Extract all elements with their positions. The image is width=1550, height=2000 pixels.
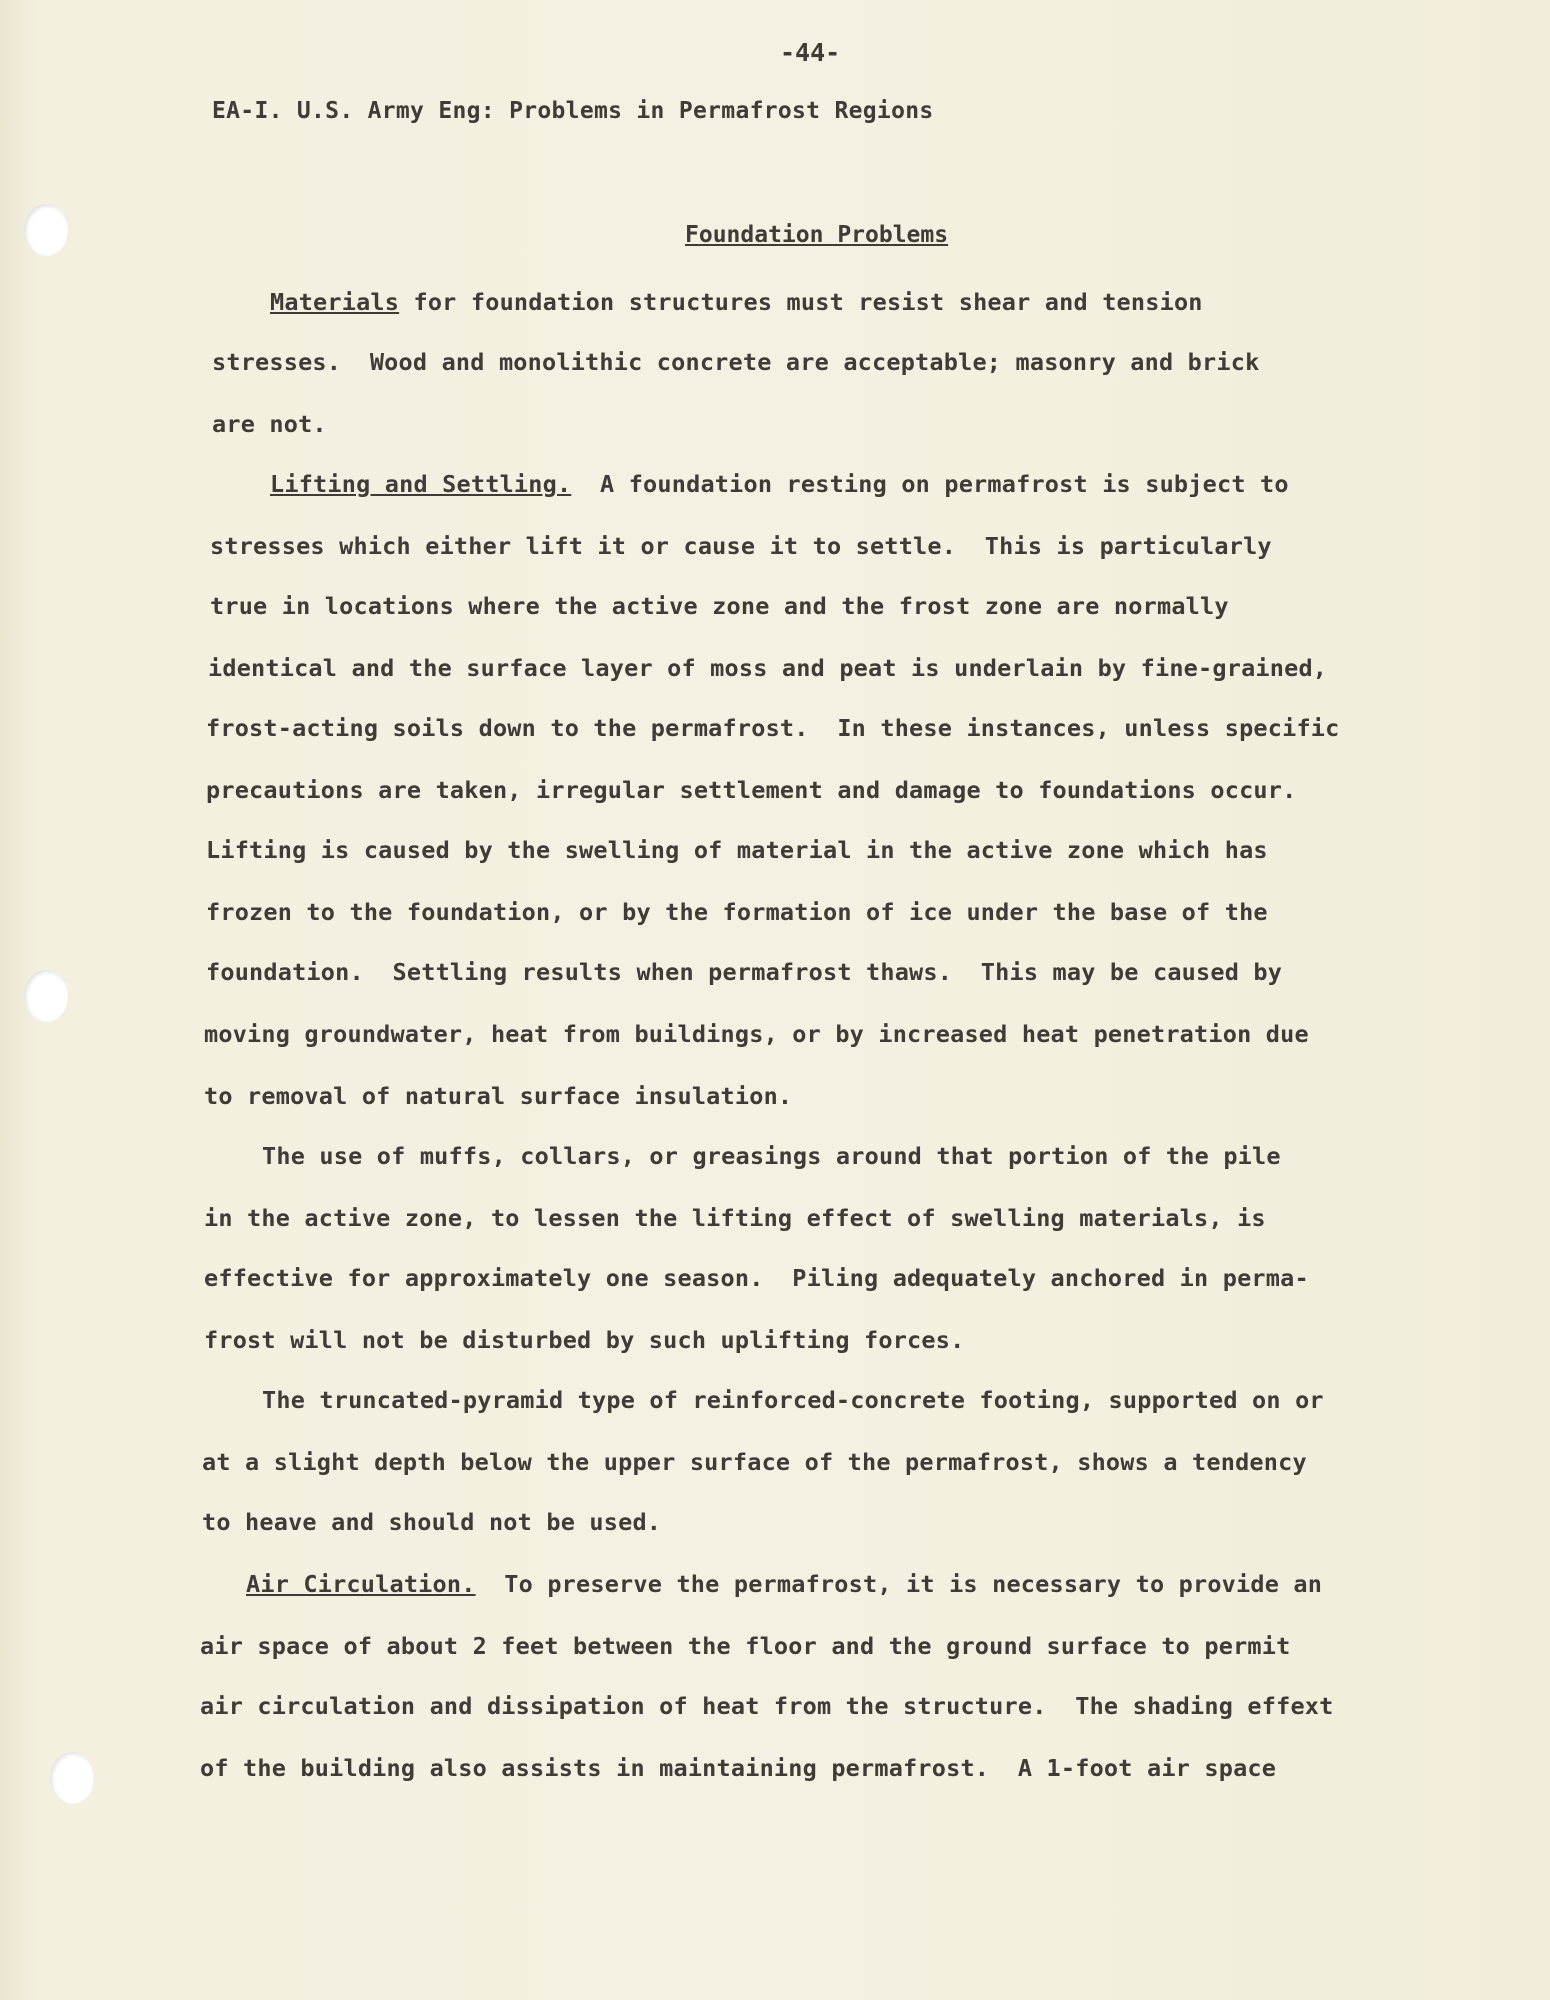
- line-text: The use of muffs, collars, or greasings around that portion of the pile: [262, 1142, 1281, 1170]
- text-line: [204, 1204, 1266, 1232]
- line-text: A foundation resting on permafrost is subject to: [571, 470, 1289, 498]
- page-number: -44-: [780, 38, 841, 67]
- text-line: [270, 288, 1203, 316]
- text-line: [206, 836, 1268, 864]
- line-text: frost-acting soils down to the permafrost. In these instances, unless specific: [206, 714, 1340, 742]
- line-text: air circulation and dissipation of heat from the structure. The shading effext: [200, 1692, 1334, 1720]
- line-text: To preserve the permafrost, it is necessary to provide an: [475, 1570, 1323, 1598]
- line-text: of the building also assists in maintaining permafrost. A 1-foot air space: [200, 1754, 1277, 1782]
- line-text: stresses. Wood and monolithic concrete are acceptable; masonry and brick: [212, 348, 1260, 376]
- line-text: identical and the surface layer of moss and peat is underlain by fine-grained,: [208, 654, 1328, 682]
- line-text: air space of about 2 feet between the floor and the ground surface to permit: [200, 1632, 1291, 1660]
- line-text: are not.: [212, 410, 327, 438]
- text-line: [200, 1632, 1290, 1660]
- line-text: frozen to the foundation, or by the formation of ice under the base of the: [206, 898, 1268, 926]
- line-text: true in locations where the active zone and the frost zone are normally: [210, 592, 1229, 620]
- line-text: stresses which either lift it or cause it to settle. This is particularly: [210, 532, 1272, 560]
- text-line: [262, 1386, 1324, 1414]
- line-text: The truncated-pyramid type of reinforced-concrete footing, supported on or: [262, 1386, 1324, 1414]
- line-text: for foundation structures must resist shear and tension: [399, 288, 1203, 316]
- line-text: moving groundwater, heat from buildings, or by increased heat penetration due: [204, 1020, 1309, 1048]
- line-text: foundation. Settling results when permafrost thaws. This may be caused by: [206, 958, 1283, 986]
- text-line: [204, 1264, 1309, 1292]
- line-text: precautions are taken, irregular settlement and damage to foundations occur.: [206, 776, 1297, 804]
- paragraph-heading: Lifting and Settling.: [270, 470, 572, 498]
- line-text: to heave and should not be used.: [202, 1508, 662, 1536]
- paragraph-heading: Materials: [270, 288, 400, 316]
- text-line: [204, 1082, 792, 1110]
- line-text: to removal of natural surface insulation.: [204, 1082, 793, 1110]
- text-line: [270, 470, 1289, 498]
- text-line: [212, 348, 1259, 376]
- line-text: frost will not be disturbed by such uplifting forces.: [204, 1326, 965, 1354]
- line-text: Lifting is caused by the swelling of material in the active zone which has: [206, 836, 1268, 864]
- text-line: [210, 592, 1229, 620]
- paragraph-heading: Air Circulation.: [246, 1570, 476, 1598]
- line-text: in the active zone, to lessen the lifting effect of swelling materials, is: [204, 1204, 1266, 1232]
- text-line: [200, 1692, 1334, 1720]
- text-line: [202, 1448, 1307, 1476]
- document-header: EA-I. U.S. Army Eng: Problems in Permafrost Regions: [212, 98, 934, 124]
- text-line: [202, 1508, 661, 1536]
- text-line: [208, 654, 1327, 682]
- text-line: [204, 1020, 1309, 1048]
- text-line: [262, 1142, 1281, 1170]
- text-line: [206, 898, 1268, 926]
- text-line: [206, 776, 1296, 804]
- text-line: [246, 1570, 1322, 1598]
- binder-hole-middle: [24, 970, 68, 1022]
- text-line: [206, 958, 1282, 986]
- text-line: [206, 714, 1340, 742]
- text-line: [204, 1326, 964, 1354]
- binder-hole-bottom: [50, 1752, 94, 1804]
- text-line: [200, 1754, 1276, 1782]
- line-text: at a slight depth below the upper surface of the permafrost, shows a tendency: [202, 1448, 1307, 1476]
- section-title: Foundation Problems: [685, 222, 949, 248]
- line-text: effective for approximately one season. Piling adequately anchored in perma-: [204, 1264, 1309, 1292]
- text-line: [212, 410, 327, 438]
- binder-hole-top: [24, 204, 68, 256]
- text-line: [210, 532, 1272, 560]
